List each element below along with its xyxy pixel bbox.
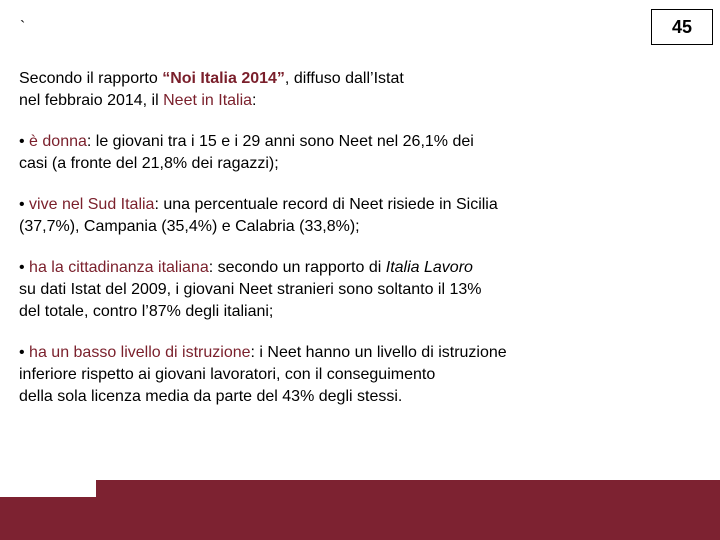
intro-text-4: : [252,92,257,109]
bullet-text-line2: su dati Istat del 2009, i giovani Neet stranieri sono soltanto il 13% [19,281,482,298]
bullet-marker: • [19,133,30,150]
bullet-text: : i Neet hanno un livello di istruzione [250,344,507,361]
intro-text-1: Secondo il rapporto [19,70,163,87]
backtick-mark: ` [20,19,26,36]
bullet-donna [19,131,659,175]
intro-text-3: nel febbraio 2014, il [19,92,164,109]
bullet-key: ha un basso livello di istruzione [29,344,251,361]
footer-bar [0,480,720,540]
bullet-marker: • [19,259,30,276]
bullet-text-line2: casi (a fronte del 21,8% dei ragazzi); [19,155,279,172]
footer-notch [0,480,96,497]
bullet-text-line2: inferiore rispetto ai giovani lavoratori, con il conseguimento [19,366,436,383]
bullet-marker: • [19,344,30,361]
bullet-sud-italia [19,194,659,238]
bullet-key: ha la cittadinanza italiana [29,259,209,276]
italia-lavoro: Italia Lavoro [385,259,473,276]
page-number: 45 [671,16,693,37]
bullet-text-line3: del totale, contro l’87% degli italiani; [19,303,274,320]
bullet-key: vive nel Sud Italia [29,196,155,213]
bullet-marker: • [19,196,30,213]
intro-paragraph [19,68,659,112]
intro-text-2: , diffuso dall’Istat [284,70,404,87]
page-number-box [651,9,713,45]
bullet-istruzione [19,342,659,408]
bullet-key: è donna [29,133,87,150]
bullet-text: : secondo un rapporto di [208,259,386,276]
bullet-text-line2: (37,7%), Campania (35,4%) e Calabria (33,8%); [19,218,360,235]
neet-in-italia: Neet in Italia [163,92,253,109]
slide-body [19,68,659,408]
bullet-text-line3: della sola licenza media da parte del 43% degli stessi. [19,388,403,405]
bullet-text: : le giovani tra i 15 e i 29 anni sono Neet nel 26,1% dei [86,133,474,150]
bullet-text: : una percentuale record di Neet risiede in Sicilia [154,196,498,213]
bullet-cittadinanza [19,257,659,323]
report-name: “Noi Italia 2014” [162,70,285,87]
